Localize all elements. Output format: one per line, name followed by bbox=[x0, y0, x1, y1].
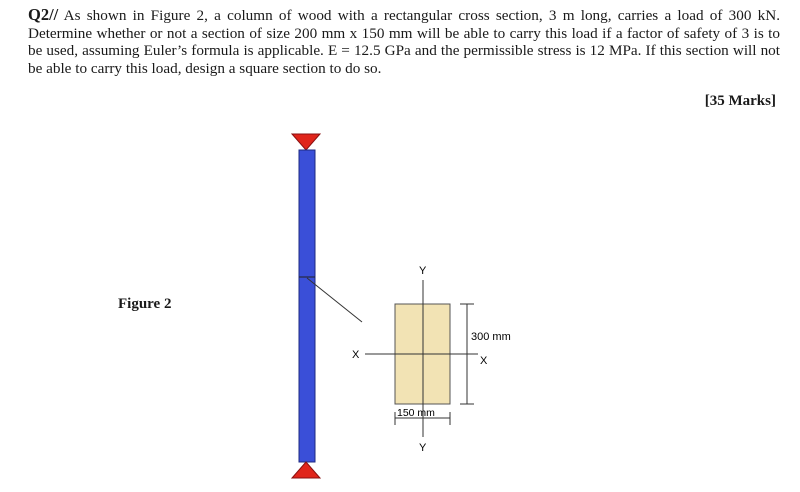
question-label: Q2// bbox=[28, 5, 59, 24]
width-dimension-label: 150 mm bbox=[397, 407, 435, 419]
marks-label: [35 Marks] bbox=[704, 93, 776, 109]
axis-label-x-left: X bbox=[352, 349, 360, 361]
bottom-support-icon bbox=[292, 462, 320, 478]
axis-label-y-top: Y bbox=[419, 265, 427, 277]
axis-label-x-right: X bbox=[480, 355, 488, 367]
depth-dimension-label: 300 mm bbox=[471, 331, 511, 343]
axis-label-y-bottom: Y bbox=[419, 442, 427, 454]
figure-caption: Figure 2 bbox=[118, 296, 172, 312]
wood-column bbox=[299, 150, 315, 462]
top-support-icon bbox=[292, 134, 320, 150]
question-body: As shown in Figure 2, a column of wood with a rectangular cross section, 3 m long, carries a load of 300 kN. Determine whether or not a section of size 200 mm x 150 mm will be able to carry this load if a factor of safety of 3 is to be used, assuming Euler’s formula is applicable. E = 12.5 GPa and the permissible stress is 12 MPa. If this section will not be able to carry this load, design a square section to do so. bbox=[28, 7, 780, 77]
